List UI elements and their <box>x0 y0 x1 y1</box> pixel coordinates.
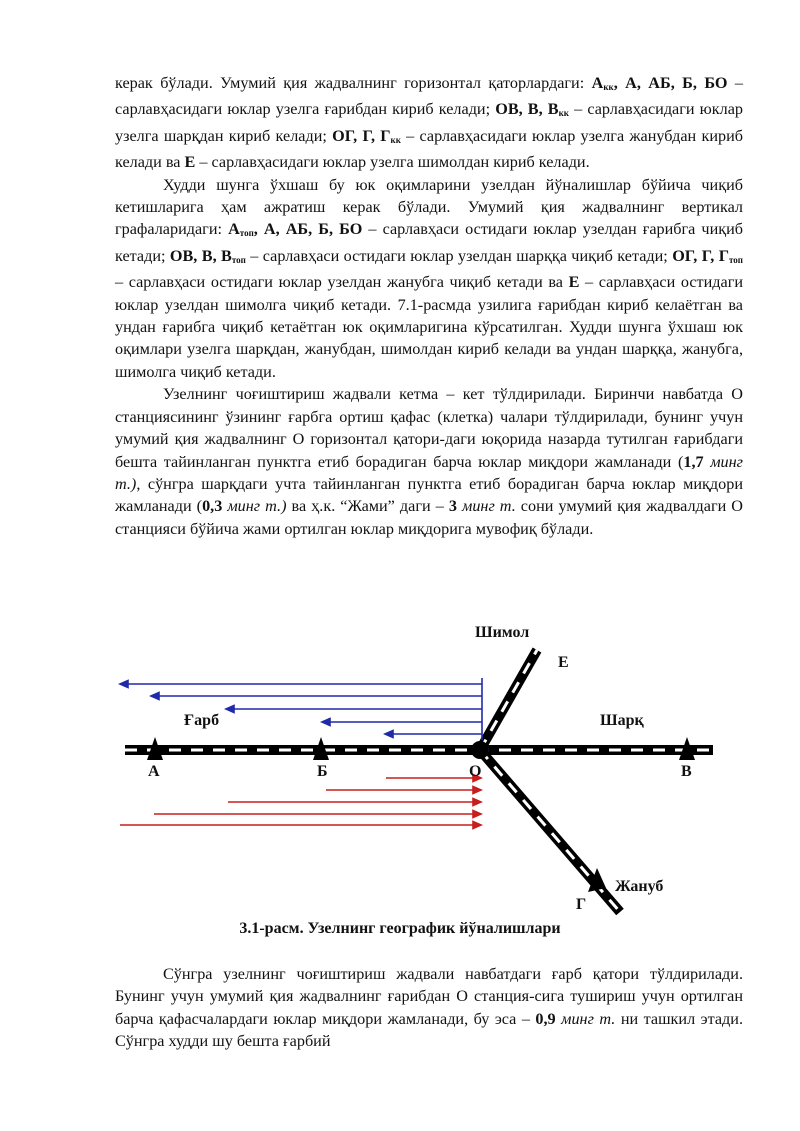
arrow-head <box>473 787 481 794</box>
subscript: топ <box>239 228 254 239</box>
text: – сарлавҳаси остидаги юклар узелдан шарққа чиқиб кетади; <box>245 246 673 265</box>
text: сони умумий қия жадвалдаги О станцияси бўйича жами ортилган юклар миқдорига мувофиқ бўлади. <box>115 497 743 538</box>
label-station-b: Б <box>317 763 328 780</box>
text: – сарлавҳасидаги юклар узелга ғарибдан кириб келади; <box>115 74 744 119</box>
italic-unit: минг т.) <box>115 452 743 493</box>
incoming-west-flows <box>120 775 481 829</box>
arrow-head <box>473 822 481 829</box>
text: – сарлавҳаси остидаги юклар узелдан шимолга чиқиб кетади. 7.1-расмда узилига ғарибдан кириб келаётган ва ундан ғарибга чиқиб кетаётган юк оқимларигина кўрсатилган. Худди шунга ўхшаш юк оқимлари узелга шарқдан, жанубдан, шимолдан кириб келади ва ундан шарққа, жанубга, шимолга чиқиб кетади. <box>115 273 743 381</box>
subscript: топ <box>729 254 743 265</box>
bold-term: ОВ, В, В <box>495 100 559 119</box>
text: Узелнинг чоғиштириш жадвали кетма – кет тўлдирилади. Биринчи навбатда О станциясининг ўзининг ғарбга ортиш қафас (клетка) чалари тўлдирилади, бунинг учун умумий қия жадвалнинг О горизонтал қатори-даги юқорида назарда тутилган ғарибдаги бешта тайинланган пунктга етиб борадиган барча юклар миқдори жамланади ( <box>115 385 743 471</box>
text: ва ҳ.к. “Жами” даги – <box>286 497 449 516</box>
label-station-o: О <box>469 763 482 780</box>
station-o-marker <box>471 741 489 759</box>
subscript: кк <box>390 134 401 145</box>
label-west: Ғарб <box>184 712 220 729</box>
bold-term: ОГ, Г, Г <box>332 126 391 145</box>
bold-term: Е <box>184 153 196 172</box>
text: – сарлавҳаси остидаги юклар узелдан жанубга чиқиб кетади ва <box>115 273 569 292</box>
junction-diagram <box>110 620 720 920</box>
label-south: Жануб <box>615 878 664 895</box>
italic-unit: минг т. <box>456 497 516 516</box>
text: – сарлавҳаси остидаги юклар узелдан ғарибга чиқиб кетади; <box>115 220 743 265</box>
label-station-e: Е <box>558 654 569 671</box>
text: ни ташкил этади. Сўнгра худди шу бешта ғарбий <box>115 1009 743 1051</box>
italic-unit: минг т. <box>555 1009 616 1028</box>
outgoing-west-flows <box>120 678 482 740</box>
paragraph-3 <box>115 383 743 540</box>
paragraph-4 <box>115 963 743 1053</box>
text: , сўнгра шарқдаги учта тайинланган пунктга етиб борадиган барча юклар миқдори жамланади ( <box>115 474 743 516</box>
text: керак бўлади. Умумий қия жадвалнинг горизонтал қаторлардаги: <box>115 74 592 92</box>
bold-number: 0,9 <box>535 1009 556 1028</box>
label-east: Шарқ <box>600 712 644 729</box>
arrow-head <box>120 681 128 688</box>
body-text <box>115 72 743 540</box>
bold-term: А <box>591 74 604 92</box>
bold-term: ОГ, Г, Г <box>672 246 729 265</box>
bold-term: А <box>228 220 240 239</box>
bold-number: 3 <box>448 497 457 516</box>
label-station-a: А <box>148 763 160 780</box>
bold-term: ОВ, В, В <box>169 246 232 265</box>
paragraph-1 <box>115 72 743 174</box>
body-text-continued <box>115 963 743 1053</box>
text: – сарлавҳасидаги юклар узелга шарқдан кириб келади; <box>115 100 743 145</box>
text: Худди шунга ўхшаш бу юк оқимларини узелдан йўналишлар бўйича чиқиб кетишларига ҳам ажратиш керак бўлади. Умумий қия жадвалнинг вертикал графаларидаги: <box>115 175 743 239</box>
text: Сўнгра узелнинг чоғиштириш жадвали навбатдаги ғарб қатори тўлдирилади. Бунинг учун умумий қия жадвалнинг ғарибдан О станция-сига тушириш учун ортилган барча қафасчалардаги юклар миқдори жамланади, бу эса – <box>115 965 743 1028</box>
label-station-v: В <box>681 763 692 780</box>
bold-number: 1,7 <box>683 452 704 471</box>
arrow-head <box>473 811 481 818</box>
junction-diagram-svg <box>110 620 720 920</box>
figure-caption: 3.1-расм. Узелнинг географик йўналишлари <box>239 920 561 937</box>
arrow-head <box>473 799 481 806</box>
text: – сарлавҳасидаги юклар узелга жанубдан кириб келади ва <box>115 126 743 172</box>
subscript: кк <box>603 82 614 92</box>
bold-term: , А, АБ, Б, БО <box>253 220 363 239</box>
arrow-head <box>226 706 234 713</box>
label-station-g: Г <box>576 896 587 913</box>
arrow-head <box>151 693 159 700</box>
italic-unit: минг т.) <box>222 497 287 516</box>
bold-term: Е <box>568 273 580 292</box>
paragraph-2 <box>115 174 743 384</box>
text: – сарлавҳасидаги юклар узелга шимолдан кириб келади. <box>195 153 590 172</box>
arrow-head <box>385 731 393 738</box>
bold-number: 0,3 <box>202 497 223 516</box>
bold-term: , А, АБ, Б, БО <box>613 74 728 92</box>
arrow-head <box>322 719 330 726</box>
subscript: топ <box>231 254 246 265</box>
label-north: Шимол <box>475 624 530 641</box>
subscript: кк <box>558 108 569 119</box>
